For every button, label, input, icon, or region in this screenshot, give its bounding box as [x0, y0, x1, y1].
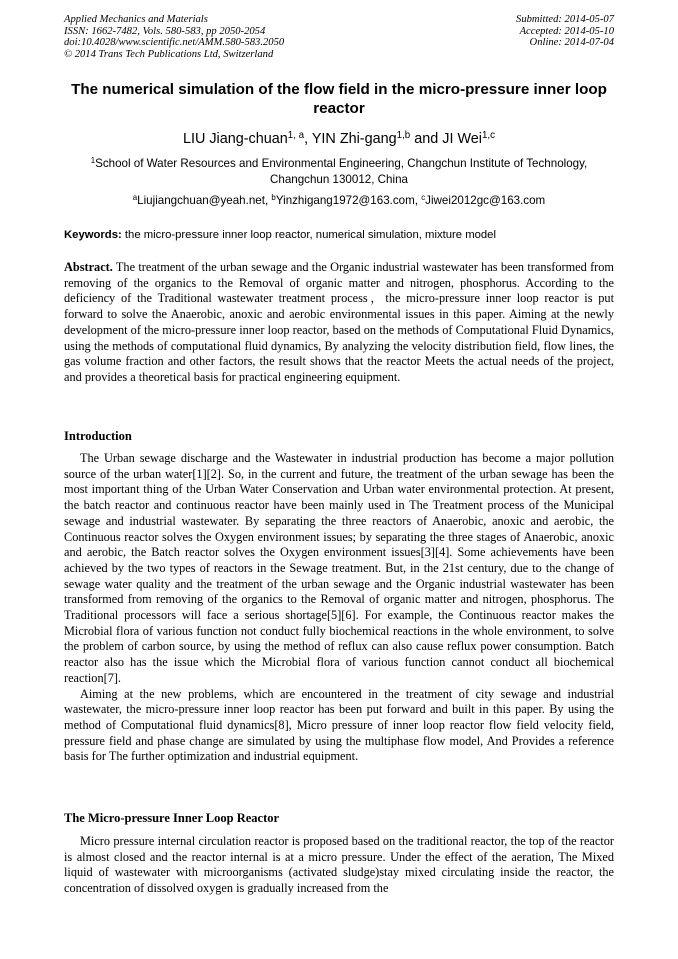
reactor-body — [64, 834, 614, 897]
paper-title: The numerical simulation of the flow field in the micro-pressure inner loop reactor — [71, 81, 607, 117]
affiliation-mark: 1 — [90, 156, 96, 166]
affiliation-text: School of Water Resources and Environmental Engineering, Changchun Institute of Technology, Changchun 130012, China — [95, 157, 588, 186]
submitted-date: Submitted: 2014-05-07 — [516, 14, 614, 25]
author-affiliation-mark: 1,c — [481, 130, 496, 142]
email-mark: b — [271, 193, 276, 203]
email-address: Liujiangchuan@yeah.net — [137, 194, 265, 207]
author-affiliation-mark: 1,b — [396, 130, 411, 142]
keywords-label: Keywords: — [64, 229, 122, 241]
journal-name: Applied Mechanics and Materials — [64, 14, 208, 25]
affiliation — [64, 156, 614, 188]
email-mark: a — [132, 193, 138, 203]
introduction-body — [64, 451, 614, 765]
doi-line: doi:10.4028/www.scientific.net/AMM.580-583.2050 — [64, 37, 285, 48]
author-name: LIU Jiang-chuan — [182, 131, 288, 147]
email-separator: , — [264, 194, 272, 207]
abstract-label: Abstract. — [64, 260, 113, 274]
dates-header — [516, 14, 614, 49]
abstract-text: The treatment of the urban sewage and the Organic industrial wastewater has been transformed from removing of the organics to the Removal of organic matter and nitrogen, phosphorus. According to the deficiency of the Traditional wastewater treatment process，the micro-pressure inner loop reactor is put forward to solve the Anaerobic, anoxic and aerobic environmental issues in this paper. Aiming at the newly development of the micro-pressure inner loop reactor, based on the methods of Computational Fluid Dynamics, using the methods of computational fluid dynamics, By analyzing the velocity distribution field, flow lines, the gas volume fraction and other factors, the result shows that the reactor Meets the actual needs of the project, and provides a theoretical basis for practical engineering equipment. — [64, 260, 614, 384]
author-affiliation-mark: 1, a — [287, 130, 305, 142]
paragraph: The Urban sewage discharge and the Wastewater in industrial production has become a major pollution source of the urban water[1][2]. So, in the current and future, the treatment of the urban sewage has been the most important thing of the Urban Water Conservation and Urban water environmental protection. At present, the batch reactor and continuous reactor have been mainly used in The Treatment process of the Municipal sewage and industrial wastewater. By separating the three reactors of Anaerobic, anoxic and aerobic, the Continuous reactor solves the Oxygen environment issues; by separating the three stages of Anaerobic, anoxic and aerobic, the Batch reactor solves the Oxygen environment issues[3][4]. Some achievements have been achieved by the two types of reactors in the Sewage treatment. But, in the 21st century, due to the change of sewage water quality and the treatment of the urban sewage and the Organic industrial wastewater has been transformed from removing of the organics to the Removal of organic matter and nitrogen, phosphorus. The Traditional processors will face a serious shortage[5][6]. For example, the Continuous reactor makes the Microbial flora of various function not conduct fully biochemical reactions in the whole environment, to solve the problem of carbon source, by using the method of reflux can also cause reflux power consumption. Batch reactor also has the issue which the Microbial flora of various function cannot conduct all biochemical reaction[7]. — [64, 451, 614, 685]
section-heading-introduction: Introduction — [64, 429, 132, 443]
issn-line: ISSN: 1662-7482, Vols. 580-583, pp 2050-2054 — [64, 25, 266, 37]
email-separator: , — [414, 194, 422, 207]
author-list — [64, 130, 614, 148]
author-name: YIN Zhi-gang — [311, 131, 397, 147]
keywords-text: the micro-pressure inner loop reactor, numerical simulation, mixture model — [121, 229, 496, 241]
accepted-date: Accepted: 2014-05-10 — [519, 25, 614, 37]
keywords — [64, 228, 614, 243]
email-address: Yinzhigang1972@163.com — [275, 194, 415, 207]
author-name: JI Wei — [442, 131, 482, 147]
copyright-line: © 2014 Trans Tech Publications Ltd, Switzerland — [64, 48, 274, 60]
author-separator: and — [410, 131, 443, 147]
paragraph: Aiming at the new problems, which are encountered in the treatment of city sewage and industrial wastewater, the micro-pressure inner loop reactor has been put forward and built in this paper. By using the method of Computational fluid dynamics[8], Micro pressure of inner loop reactor flow field velocity field, pressure field and phase change are simulated by using the multiphase flow model, And Provides a reference basis for The further optimization and industrial equipment. — [64, 686, 614, 764]
online-date: Online: 2014-07-04 — [529, 37, 614, 48]
abstract — [64, 260, 614, 386]
email-address: Jiwei2012gc@163.com — [425, 194, 546, 207]
email-list — [64, 194, 614, 208]
section-heading-reactor: The Micro-pressure Inner Loop Reactor — [64, 811, 280, 825]
journal-header — [64, 14, 284, 60]
paragraph: Micro pressure internal circulation reactor is proposed based on the traditional reactor, the top of the reactor is almost closed and the reactor internal is at a micro pressure. Under the effect of the aeration, The Mixed liquid of wastewater with microorganisms (activated sludge)stay mixed circulating inside the reactor, the concentration of dissolved oxygen is gradually increased from the — [64, 834, 614, 896]
author-separator: , — [304, 131, 312, 147]
email-mark: c — [421, 193, 426, 203]
